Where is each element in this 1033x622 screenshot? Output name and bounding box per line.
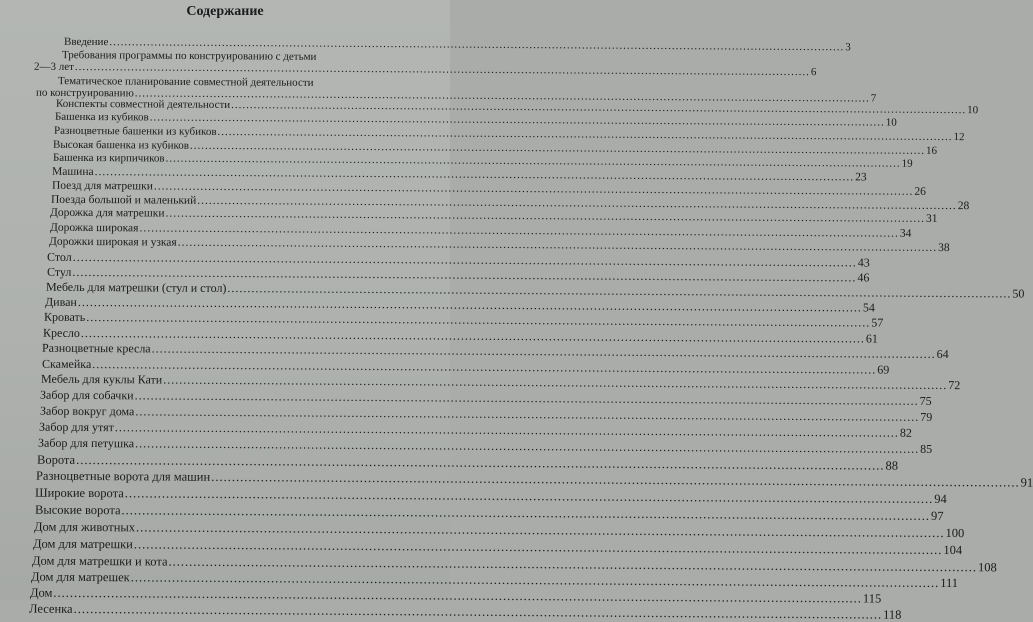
toc-entry — [63, 35, 851, 54]
toc-entry — [38, 419, 912, 440]
toc-entry-title: Забор вокруг дома — [39, 403, 135, 419]
toc-entry-title: Высокие ворота — [34, 502, 121, 518]
toc-entry-page: 57 — [871, 315, 884, 330]
toc-entry-title: Введение — [63, 35, 109, 49]
toc-entry-page: 115 — [862, 591, 882, 606]
toc-entry — [29, 585, 882, 606]
toc-entry-page: 75 — [919, 393, 932, 408]
toc-entry — [51, 165, 867, 184]
toc-entry — [51, 179, 926, 198]
toc-entry-page: 19 — [901, 157, 913, 170]
toc-entry-title: Дорожка для матрешки — [49, 206, 165, 220]
toc-entry — [31, 553, 997, 575]
toc-entry-title: Забор для собачки — [39, 387, 134, 403]
toc-entry-page: 111 — [940, 575, 959, 591]
toc-entry-title: Скамейка — [41, 356, 92, 372]
toc-entry — [49, 221, 912, 240]
toc-entry-page: 31 — [925, 212, 938, 225]
toc-entry-page: 50 — [1012, 286, 1025, 301]
page-title: Содержание — [186, 4, 264, 19]
toc-entry-title-cont: 2—3 лет — [33, 60, 74, 74]
toc-entry — [46, 264, 870, 285]
toc-entry-title: Дом для матрешки и кота — [31, 553, 168, 569]
toc-entry-title: Башенка из кубиков — [54, 110, 149, 124]
toc-entry-page: 46 — [857, 270, 870, 285]
toc-entry — [33, 519, 965, 541]
toc-entry-title: Лесенка — [28, 601, 73, 616]
toc-entry-page: 3 — [845, 41, 851, 54]
toc-entry — [30, 569, 959, 591]
toc-entry-title: Стул — [46, 264, 72, 279]
toc-entry-page: 82 — [899, 425, 912, 440]
toc-entry — [37, 435, 933, 456]
toc-entry-page: 38 — [938, 241, 950, 255]
toc-entry-page: 12 — [953, 131, 965, 144]
toc-entry-page: 10 — [967, 104, 979, 117]
toc-entry-title: Кровать — [43, 309, 86, 325]
toc-entry-page: 64 — [936, 346, 949, 362]
toc-entry-page: 43 — [857, 255, 870, 270]
toc-entry-page: 104 — [943, 542, 963, 558]
toc-entry-title: Стол — [46, 249, 72, 264]
toc-entry — [54, 110, 897, 129]
toc-entry-title: Поезда большой и маленький — [50, 193, 197, 207]
toc-entry-title: Дорожка широкая — [49, 221, 139, 235]
toc-leader — [125, 487, 934, 505]
toc-entry-title: Требования программы по конструированию с детьми — [61, 49, 317, 63]
toc-entry — [49, 206, 938, 225]
toc-entry — [36, 452, 899, 473]
toc-entry — [28, 601, 902, 622]
toc-entry-page: 54 — [862, 300, 875, 315]
toc-entry-title: Забор для утят — [38, 419, 114, 435]
toc-entry-page: 97 — [930, 508, 944, 523]
toc-entry-title: Разноцветные ворота для машин — [35, 468, 211, 484]
toc-entry-title: Тематическое планирование совместной деятельности — [57, 75, 314, 89]
toc-entry — [53, 124, 965, 144]
toc-entry-page: 7 — [870, 92, 877, 105]
toc-entry-page: 61 — [865, 331, 878, 346]
toc-entry — [44, 294, 875, 315]
toc-entry-title: Мебель для куклы Кати — [40, 371, 163, 387]
toc-entry-page: 69 — [877, 362, 890, 377]
toc-entry — [34, 502, 944, 523]
toc-entry-title: Ворота — [36, 452, 76, 467]
toc-entry — [34, 485, 947, 507]
toc-entry-title: Кресло — [42, 325, 81, 340]
toc-entry-title: Дом для матрешек — [30, 569, 130, 585]
toc-entry-title: Башенка из кирпичиков — [52, 151, 165, 165]
toc-entry — [42, 325, 878, 346]
toc-entry-title: Дорожки широкая и узкая — [48, 235, 177, 249]
toc-entry — [45, 279, 1025, 301]
toc-entry-title-cont: по конструированию — [35, 86, 134, 100]
toc-entry-page: 34 — [899, 227, 912, 240]
toc-entry — [33, 60, 817, 79]
toc-entry-title: Высокая башенка из кубиков — [52, 138, 190, 152]
toc-leader — [122, 504, 931, 522]
toc-leader — [135, 437, 919, 454]
toc-entry — [43, 309, 884, 330]
toc-leader — [211, 471, 1020, 489]
toc-entry — [39, 403, 933, 424]
toc-entry-page: 26 — [914, 185, 926, 198]
toc-entry-page: 88 — [885, 458, 899, 473]
toc-entry-page: 16 — [925, 144, 938, 157]
toc-entry — [40, 371, 961, 393]
toc-entry — [32, 536, 963, 558]
toc-entry-title: Забор для петушка — [37, 435, 135, 451]
toc-leader — [74, 603, 883, 621]
toc-entry-title: Дом — [29, 585, 53, 600]
toc-entry-page: 108 — [977, 560, 997, 575]
toc-entry-page: 94 — [934, 491, 947, 507]
toc-entry-page: 79 — [920, 409, 933, 424]
toc-entry — [35, 468, 1033, 490]
toc-entry-page: 85 — [920, 441, 933, 456]
toc-entry-page: 6 — [810, 66, 817, 79]
toc-leader — [134, 538, 943, 556]
toc-entry-title: Конспекты совместной деятельности — [55, 97, 231, 112]
toc-entry-page: 118 — [883, 607, 902, 622]
toc-entry — [39, 387, 932, 408]
toc-entry-page: 28 — [957, 200, 970, 213]
toc-entry-title: Дом для животных — [33, 519, 136, 535]
toc-entry-title: Мебель для матрешки (стул и стол) — [45, 279, 227, 295]
toc-entry-title: Широкие ворота — [34, 485, 124, 501]
toc-entry-title: Поезд для матрешки — [51, 179, 153, 193]
toc-entry — [52, 151, 913, 170]
toc-entry — [41, 356, 890, 377]
toc-entry-page: 91 — [1020, 475, 1033, 490]
toc-entry-page: 23 — [855, 171, 867, 184]
toc-entry-title: Разноцветные башенки из кубиков — [53, 124, 217, 138]
toc-entry — [46, 249, 870, 270]
toc-entry-title: Разноцветные кресла — [41, 340, 151, 356]
toc-entry — [41, 340, 949, 362]
toc-entry — [48, 235, 950, 255]
toc-entry-title: Машина — [51, 165, 94, 179]
toc-leader — [136, 521, 945, 539]
toc-entry-title: Диван — [44, 294, 77, 309]
toc-entry-page: 10 — [885, 116, 897, 129]
toc-entry-title: Дом для матрешки — [32, 536, 133, 552]
toc-entry-page: 100 — [945, 526, 965, 541]
toc-entry-page: 72 — [948, 378, 961, 393]
